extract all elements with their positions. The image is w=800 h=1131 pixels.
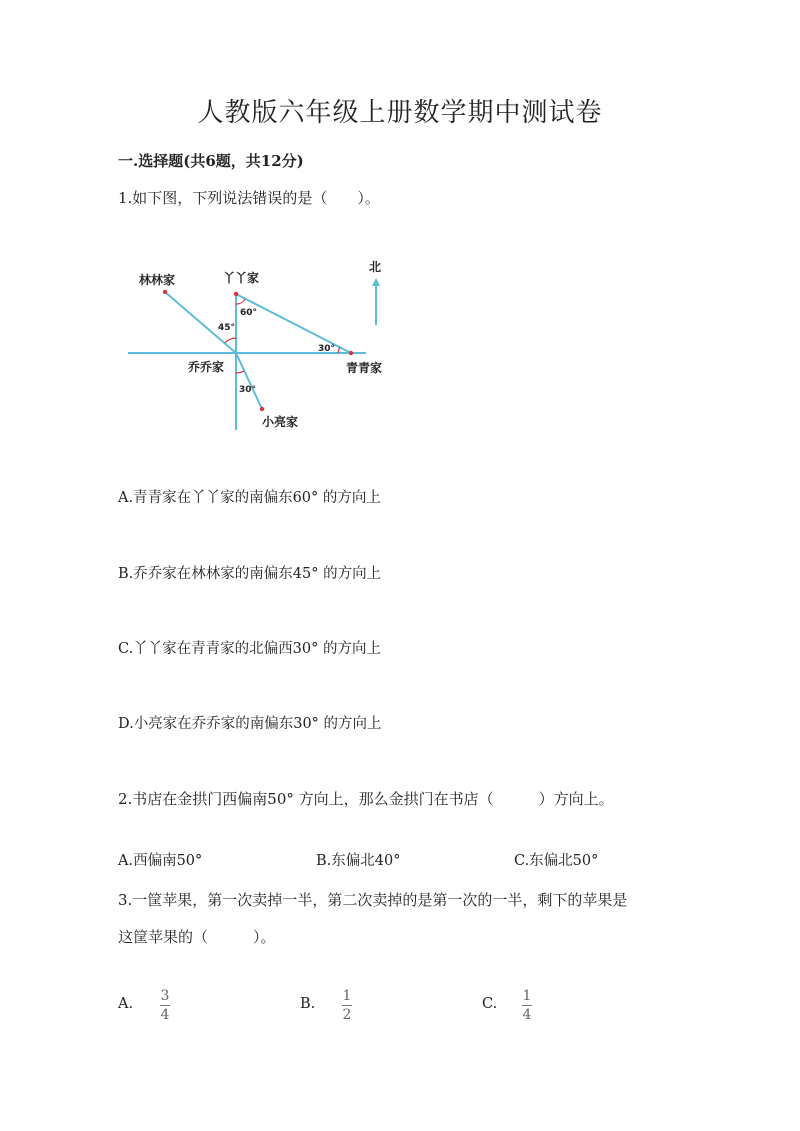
q3-option-a-fraction bbox=[160, 988, 170, 1023]
fraction-numerator: 1 bbox=[342, 988, 352, 1004]
question-2-stem: 2.书店在金拱门西偏南50° 方向上，那么金拱门在书店（ ）方向上。 bbox=[118, 790, 614, 808]
fraction-numerator: 1 bbox=[522, 988, 532, 1004]
angle-label-30-bottom: 30° bbox=[239, 385, 257, 395]
north-arrow-head bbox=[372, 278, 380, 286]
q1-option-d[interactable]: D.小亮家在乔乔家的南偏东30° 的方向上 bbox=[118, 716, 382, 732]
arc-60 bbox=[236, 299, 245, 304]
q1-option-a[interactable]: A.青青家在丫丫家的南偏东60° 的方向上 bbox=[118, 490, 381, 506]
label-qiaoqiao: 乔乔家 bbox=[188, 360, 225, 374]
q3-option-a-label[interactable]: A. bbox=[118, 996, 134, 1012]
question-3-stem-line2: 这筐苹果的（ ）。 bbox=[118, 928, 276, 946]
label-yaya: 丫丫家 bbox=[223, 271, 260, 285]
arc-30-bottom bbox=[236, 371, 244, 373]
q1-option-b[interactable]: B.乔乔家在林林家的南偏东45° 的方向上 bbox=[118, 566, 382, 582]
angle-label-30-right: 30° bbox=[318, 344, 336, 354]
point-xiaoliang bbox=[260, 407, 264, 411]
fraction-denominator: 4 bbox=[160, 1007, 170, 1023]
section-heading: 一.选择题(共6题，共12分) bbox=[118, 152, 304, 170]
angle-label-60: 60° bbox=[240, 308, 258, 318]
point-linlin bbox=[163, 290, 167, 294]
label-linlin: 林林家 bbox=[139, 273, 176, 287]
point-qingqing bbox=[349, 351, 353, 355]
label-qingqing: 青青家 bbox=[346, 361, 383, 375]
question-1-stem: 1.如下图，下列说法错误的是（ ）。 bbox=[118, 189, 380, 207]
q3-option-b-label[interactable]: B. bbox=[300, 996, 316, 1012]
label-north: 北 bbox=[369, 260, 382, 274]
point-yaya bbox=[234, 292, 238, 296]
q3-option-c-label[interactable]: C. bbox=[482, 996, 498, 1012]
fraction-numerator: 3 bbox=[160, 988, 170, 1004]
q1-option-c[interactable]: C.丫丫家在青青家的北偏西30° 的方向上 bbox=[118, 641, 381, 657]
angle-label-45: 45° bbox=[218, 323, 236, 333]
label-xiaoliang: 小亮家 bbox=[262, 415, 299, 429]
q2-option-b[interactable]: B.东偏北40° bbox=[316, 853, 401, 869]
fraction-denominator: 4 bbox=[522, 1007, 532, 1023]
line-qiaoqiao-xiaoliang bbox=[236, 353, 262, 409]
question-3-stem-line1: 3.一筐苹果，第一次卖掉一半，第二次卖掉的是第一次的一半，剩下的苹果是 bbox=[118, 891, 628, 909]
q3-option-c-fraction bbox=[522, 988, 532, 1023]
page-title: 人教版六年级上册数学期中测试卷 bbox=[197, 98, 603, 128]
arc-45 bbox=[225, 338, 236, 343]
q2-option-a[interactable]: A.西偏南50° bbox=[118, 853, 203, 869]
fraction-denominator: 2 bbox=[342, 1007, 352, 1023]
q2-option-c[interactable]: C.东偏北50° bbox=[514, 853, 599, 869]
q3-option-b-fraction bbox=[342, 988, 352, 1023]
